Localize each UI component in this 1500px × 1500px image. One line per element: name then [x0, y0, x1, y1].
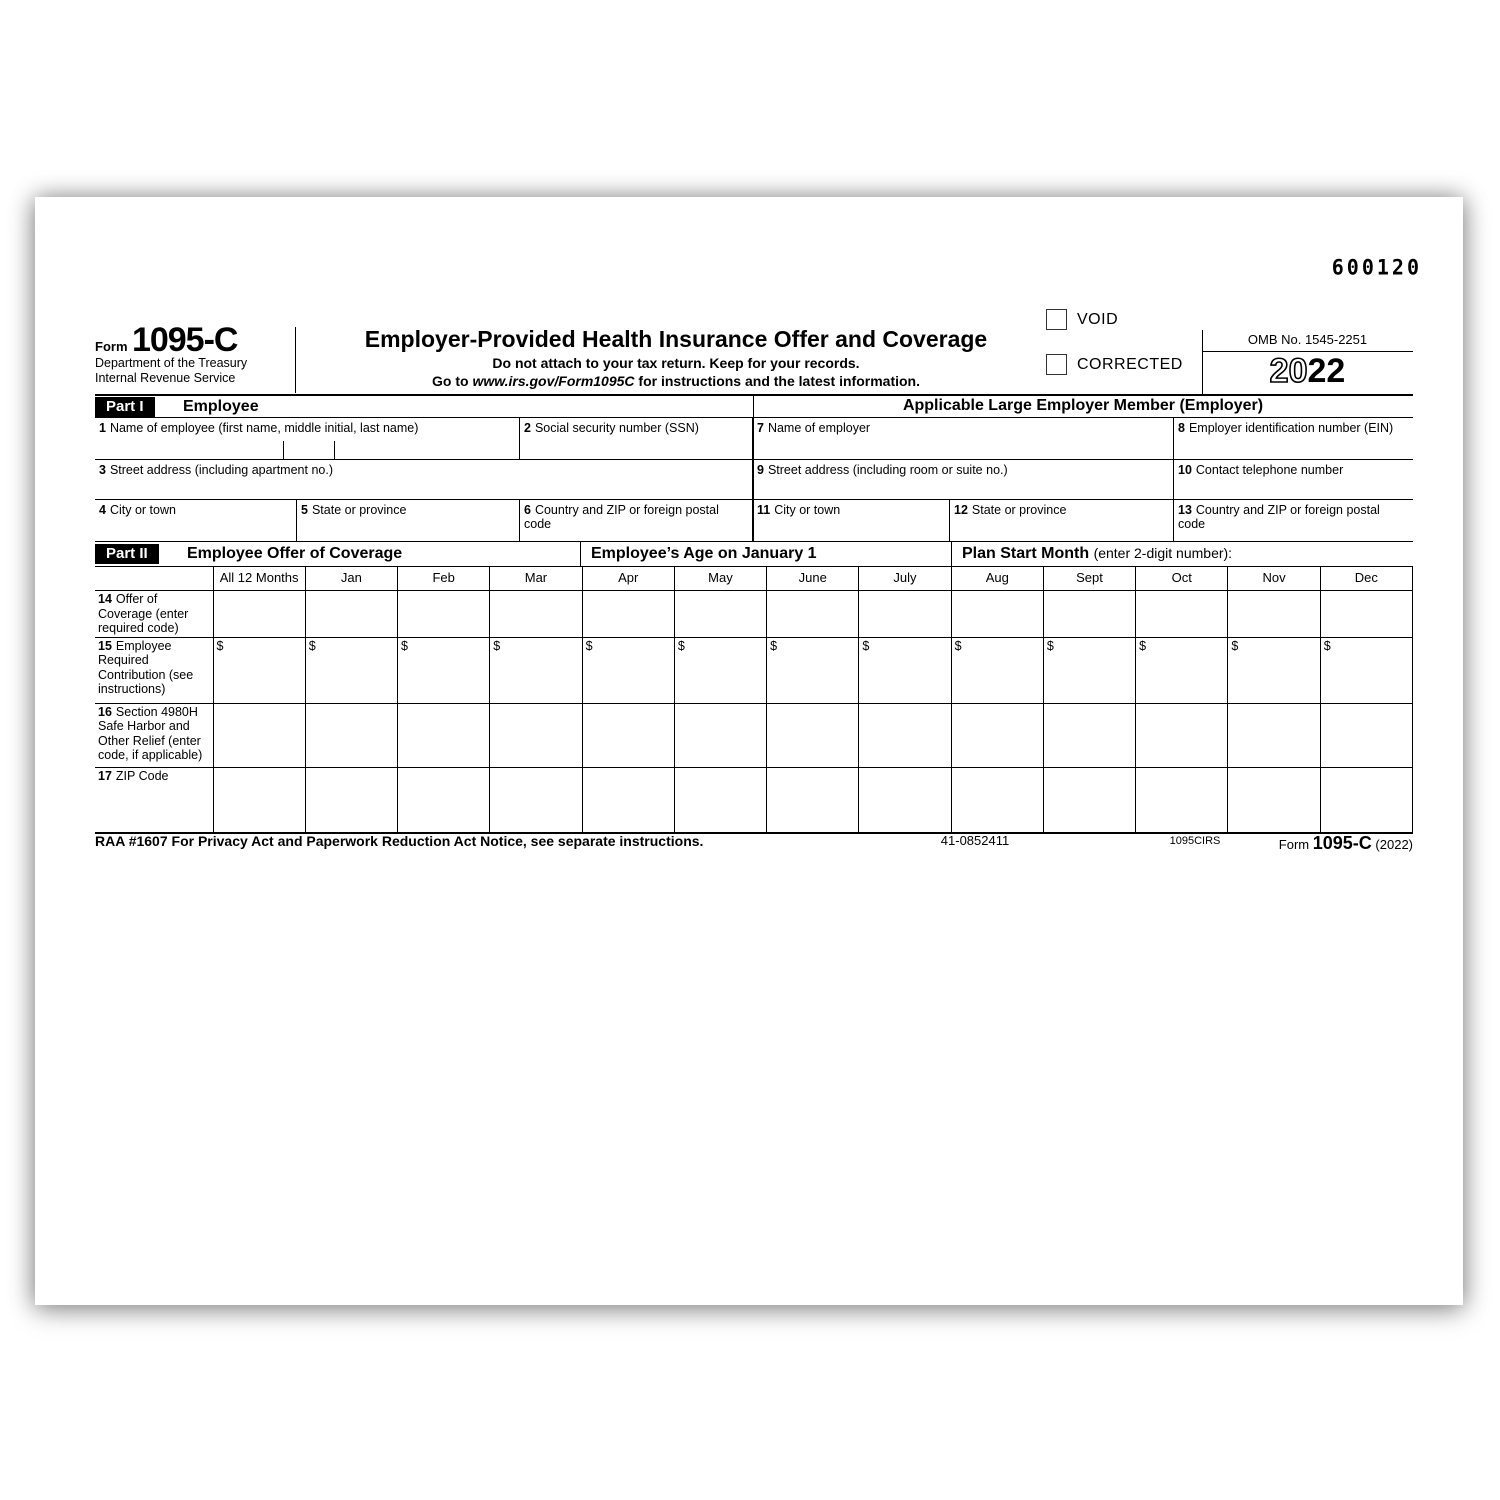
entry-cell[interactable] — [1043, 591, 1135, 638]
dollar-sign: $ — [493, 638, 501, 653]
month-header: July — [859, 567, 951, 591]
entry-cell[interactable] — [213, 703, 305, 767]
dollar-sign: $ — [216, 638, 224, 653]
entry-cell[interactable] — [767, 591, 859, 638]
part1-row3 — [95, 500, 1413, 542]
footer-form-number: 1095-C — [1312, 833, 1372, 853]
entry-cell[interactable] — [398, 703, 490, 767]
header-divider — [295, 327, 296, 393]
void-label: VOID — [1077, 311, 1119, 328]
row-15-employee-contribution — [95, 637, 1413, 703]
coverage-table — [95, 566, 1413, 834]
row-17-zip-code — [95, 767, 1413, 833]
month-header: Feb — [398, 567, 490, 591]
entry-cell[interactable] — [1320, 703, 1412, 767]
entry-cell-dollar[interactable] — [951, 637, 1043, 703]
field-ssn[interactable]: 2 Social security number (SSN) — [520, 418, 753, 459]
form-word: Form — [95, 339, 128, 354]
entry-cell-dollar[interactable] — [305, 637, 397, 703]
part2-tag: Part II — [95, 544, 159, 564]
entry-cell[interactable] — [951, 767, 1043, 833]
field-employer-zip[interactable]: 13 Country and ZIP or foreign postal code — [1178, 503, 1380, 531]
month-header: Apr — [582, 567, 674, 591]
corrected-checkbox[interactable] — [1046, 354, 1067, 375]
entry-cell[interactable] — [859, 591, 951, 638]
part2-band-divider1 — [580, 542, 581, 566]
entry-cell[interactable] — [1136, 767, 1228, 833]
part2-mid-title: Employee’s Age on January 1 — [591, 545, 817, 562]
entry-cell[interactable] — [674, 767, 766, 833]
part1-row2 — [95, 460, 1413, 500]
row-16-safe-harbor — [95, 703, 1413, 767]
entry-cell[interactable] — [951, 591, 1043, 638]
field-employer-city[interactable]: 11 City or town — [753, 500, 950, 541]
irs-url: www.irs.gov/Form1095C — [472, 373, 635, 389]
dept-treasury: Department of the Treasury — [95, 356, 248, 370]
footer-catalog-number: 41-0852411 — [940, 833, 1010, 848]
entry-cell[interactable] — [1136, 703, 1228, 767]
row-14-label: 14 Offer of Coverage (enter required code) — [95, 591, 213, 638]
month-header: Sept — [1043, 567, 1135, 591]
entry-cell[interactable] — [1228, 591, 1320, 638]
entry-cell-dollar[interactable] — [1136, 637, 1228, 703]
dollar-sign: $ — [1046, 638, 1054, 653]
part1-row1 — [95, 418, 1413, 460]
part1-tag: Part I — [95, 397, 155, 417]
month-header: Jan — [305, 567, 397, 591]
month-header: May — [674, 567, 766, 591]
field-employee-zip[interactable]: 6 Country and ZIP or foreign postal code — [520, 500, 753, 541]
entry-cell[interactable] — [213, 591, 305, 638]
dollar-sign: $ — [862, 638, 870, 653]
header-title-block — [297, 327, 1055, 389]
field-employer-name[interactable]: 7 Name of employer — [753, 418, 1174, 459]
dept-irs: Internal Revenue Service — [95, 371, 236, 385]
form-page — [35, 197, 1463, 1305]
dollar-sign: $ — [1323, 638, 1331, 653]
dollar-sign: $ — [308, 638, 316, 653]
field-contact-phone[interactable]: 10 Contact telephone number — [1178, 463, 1344, 477]
void-checkbox[interactable] — [1046, 309, 1067, 330]
entry-cell[interactable] — [490, 703, 582, 767]
part1-mid-divider — [753, 394, 754, 542]
entry-cell-dollar[interactable] — [582, 637, 674, 703]
entry-cell[interactable] — [767, 767, 859, 833]
form-goto-line: Go to www.irs.gov/Form1095C for instructions and the latest information. — [432, 373, 920, 389]
entry-cell[interactable] — [305, 767, 397, 833]
footer-form-id: Form 1095-C (2022) — [1278, 833, 1413, 853]
entry-cell[interactable] — [674, 703, 766, 767]
entry-cell-dollar[interactable] — [398, 637, 490, 703]
field-employer-state[interactable]: 12 State or province — [950, 500, 1174, 541]
part2-left-title: Employee Offer of Coverage — [187, 545, 403, 562]
field-employee-city[interactable]: 4 City or town — [95, 500, 297, 541]
field-employee-state[interactable]: 5 State or province — [297, 500, 520, 541]
entry-cell[interactable] — [674, 591, 766, 638]
dollar-sign: $ — [1139, 638, 1147, 653]
name-separator-tick — [334, 441, 335, 460]
entry-cell[interactable] — [305, 703, 397, 767]
part1-left-title: Employee — [183, 398, 259, 415]
privacy-act-notice: RAA #1607 For Privacy Act and Paperwork Reduction Act Notice, see separate instructions. — [95, 833, 704, 849]
entry-cell[interactable] — [490, 767, 582, 833]
entry-cell-dollar[interactable] — [859, 637, 951, 703]
entry-cell[interactable] — [213, 767, 305, 833]
entry-cell-dollar[interactable] — [1043, 637, 1135, 703]
entry-cell[interactable] — [1320, 591, 1412, 638]
corrected-label: CORRECTED — [1077, 356, 1183, 373]
part2-band-divider2 — [951, 542, 952, 566]
entry-cell[interactable] — [1320, 767, 1412, 833]
entry-cell-dollar[interactable] — [1228, 637, 1320, 703]
form-title: Employer-Provided Health Insurance Offer and Coverage — [364, 326, 988, 352]
field-ein[interactable]: 8 Employer identification number (EIN) — [1178, 421, 1394, 435]
entry-cell-dollar[interactable] — [490, 637, 582, 703]
row-14-offer-of-coverage — [95, 591, 1413, 638]
entry-cell-dollar[interactable] — [1320, 637, 1412, 703]
footer-product-code: 1095CIRS — [1169, 835, 1221, 847]
month-header: Aug — [951, 567, 1043, 591]
dollar-sign: $ — [954, 638, 962, 653]
month-header: Nov — [1228, 567, 1320, 591]
month-header: Oct — [1136, 567, 1228, 591]
entry-cell[interactable] — [1136, 591, 1228, 638]
entry-cell[interactable] — [1043, 703, 1135, 767]
month-header: All 12 Months — [213, 567, 305, 591]
entry-cell[interactable] — [951, 703, 1043, 767]
form-number: 1095-C — [131, 321, 238, 359]
dollar-sign: $ — [1231, 638, 1239, 653]
entry-cell-dollar[interactable] — [213, 637, 305, 703]
serial-number: 600120 — [1331, 254, 1422, 280]
form-id-block — [95, 321, 295, 386]
entry-cell[interactable] — [398, 767, 490, 833]
entry-cell-dollar[interactable] — [767, 637, 859, 703]
year-outline-digits: 20 — [1269, 352, 1308, 390]
dollar-sign: $ — [401, 638, 408, 653]
field-employee-name[interactable]: 1 Name of employee (first name, middle initial, last name) — [95, 418, 520, 459]
dollar-sign: $ — [585, 638, 593, 653]
part2-right-title: Plan Start Month (enter 2-digit number): — [962, 545, 1233, 562]
part1-right-title: Applicable Large Employer Member (Employer) — [902, 397, 1264, 414]
entry-cell-dollar[interactable] — [674, 637, 766, 703]
entry-cell[interactable] — [767, 703, 859, 767]
dollar-sign: $ — [770, 638, 778, 653]
field-employee-street[interactable]: 3 Street address (including apartment no.) — [95, 460, 753, 499]
month-header: Mar — [490, 567, 582, 591]
month-header: Dec — [1320, 567, 1412, 591]
row-15-label: 15 Employee Required Contribution (see instructions) — [95, 637, 213, 703]
entry-cell[interactable] — [582, 591, 674, 638]
month-header: June — [767, 567, 859, 591]
entry-cell[interactable] — [582, 767, 674, 833]
entry-cell[interactable] — [398, 591, 490, 638]
row-17-label: 17 ZIP Code — [95, 767, 213, 833]
entry-cell[interactable] — [1228, 767, 1320, 833]
tax-year — [1202, 352, 1413, 390]
entry-cell[interactable] — [305, 591, 397, 638]
name-separator-tick — [283, 441, 284, 460]
entry-cell[interactable] — [859, 703, 951, 767]
form-subtitle: Do not attach to your tax return. Keep for your records. — [492, 355, 860, 371]
month-header-row — [95, 567, 1413, 591]
field-employer-street[interactable]: 9 Street address (including room or suite no.) — [753, 460, 1174, 499]
row-16-label: 16 Section 4980H Safe Harbor and Other Relief (enter code, if applicable) — [95, 703, 213, 767]
entry-cell[interactable] — [582, 703, 674, 767]
entry-cell[interactable] — [1043, 767, 1135, 833]
dollar-sign: $ — [677, 638, 685, 653]
header-rule — [95, 394, 1413, 396]
year-bold-digits: 22 — [1307, 352, 1346, 390]
entry-cell[interactable] — [1228, 703, 1320, 767]
omb-number: OMB No. 1545-2251 — [1247, 332, 1368, 347]
entry-cell[interactable] — [490, 591, 582, 638]
month-header-spacer — [95, 567, 213, 591]
entry-cell[interactable] — [859, 767, 951, 833]
